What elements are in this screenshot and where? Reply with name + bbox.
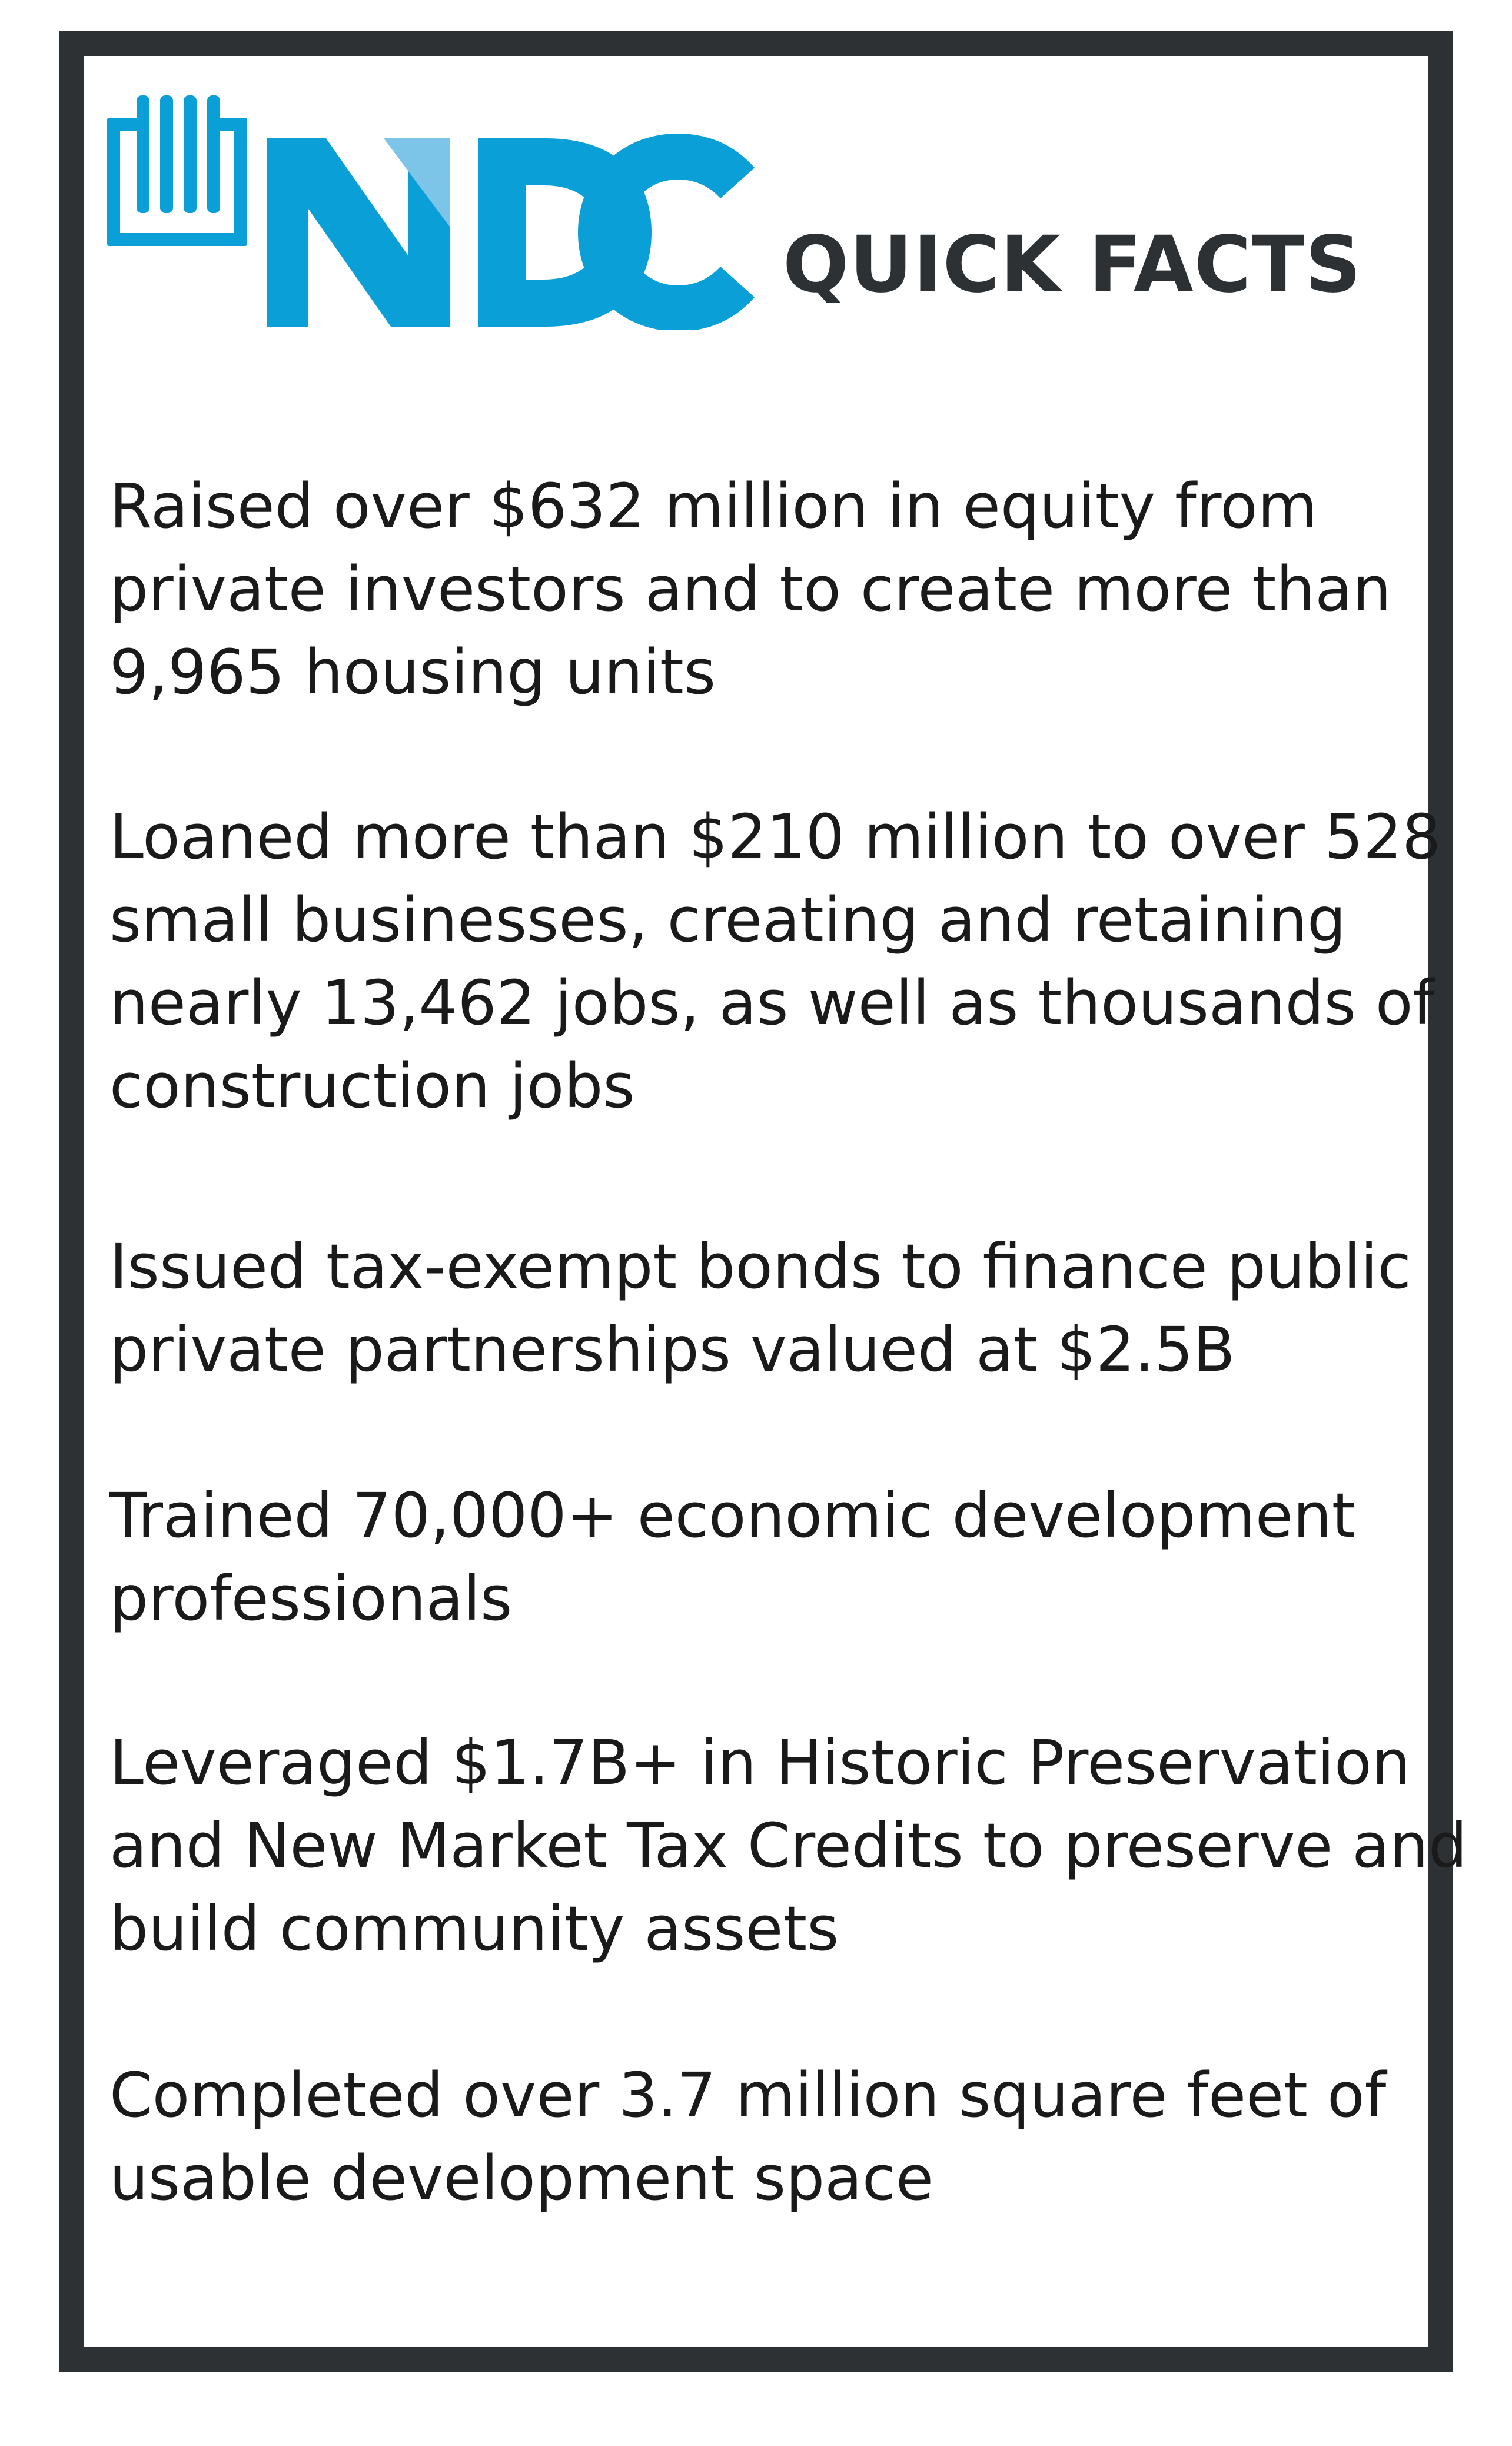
fact-tax-credits	[109, 1721, 1467, 1970]
quick-facts-card	[59, 31, 1467, 2372]
fact-line: and New Market Tax Credits to preserve and	[109, 1810, 1467, 1882]
fact-line: 9,965 housing units	[109, 636, 716, 708]
fact-line: nearly 13,462 jobs, as well as thousands of	[109, 967, 1435, 1039]
fact-line: professionals	[109, 1563, 513, 1634]
fact-development-space	[109, 2054, 1393, 2220]
logo-letter-n	[267, 138, 450, 327]
fact-line: usable development space	[109, 2142, 933, 2214]
fact-line: private partnerships valued at $2.5B	[109, 1314, 1235, 1385]
fact-line: build community assets	[109, 1893, 839, 1965]
fact-line: Raised over $632 million in equity from	[109, 470, 1318, 542]
fact-line: construction jobs	[109, 1050, 635, 1122]
fact-line: Issued tax-exempt bonds to finance public	[109, 1231, 1411, 1302]
ndc-logo-graphic	[107, 94, 755, 330]
fact-line: Trained 70,000+ economic development	[109, 1480, 1356, 1551]
fact-line: Leveraged $1.7B+ in Historic Preservation	[109, 1727, 1411, 1799]
building-columns-icon	[107, 95, 247, 246]
fact-training	[109, 1474, 1393, 1640]
fact-line: small businesses, creating and retaining	[109, 884, 1346, 956]
fact-tax-exempt-bonds	[109, 1225, 1411, 1391]
fact-small-business-loans	[109, 796, 1441, 1128]
fact-line: Loaned more than $210 million to over 528	[109, 801, 1441, 873]
fact-housing	[109, 465, 1393, 714]
fact-line: Completed over 3.7 million square feet of	[109, 2059, 1387, 2131]
page-title: QUICK FACTS	[783, 220, 1362, 310]
ndc-logo	[107, 94, 755, 330]
fact-line: private investors and to create more than	[109, 553, 1391, 625]
